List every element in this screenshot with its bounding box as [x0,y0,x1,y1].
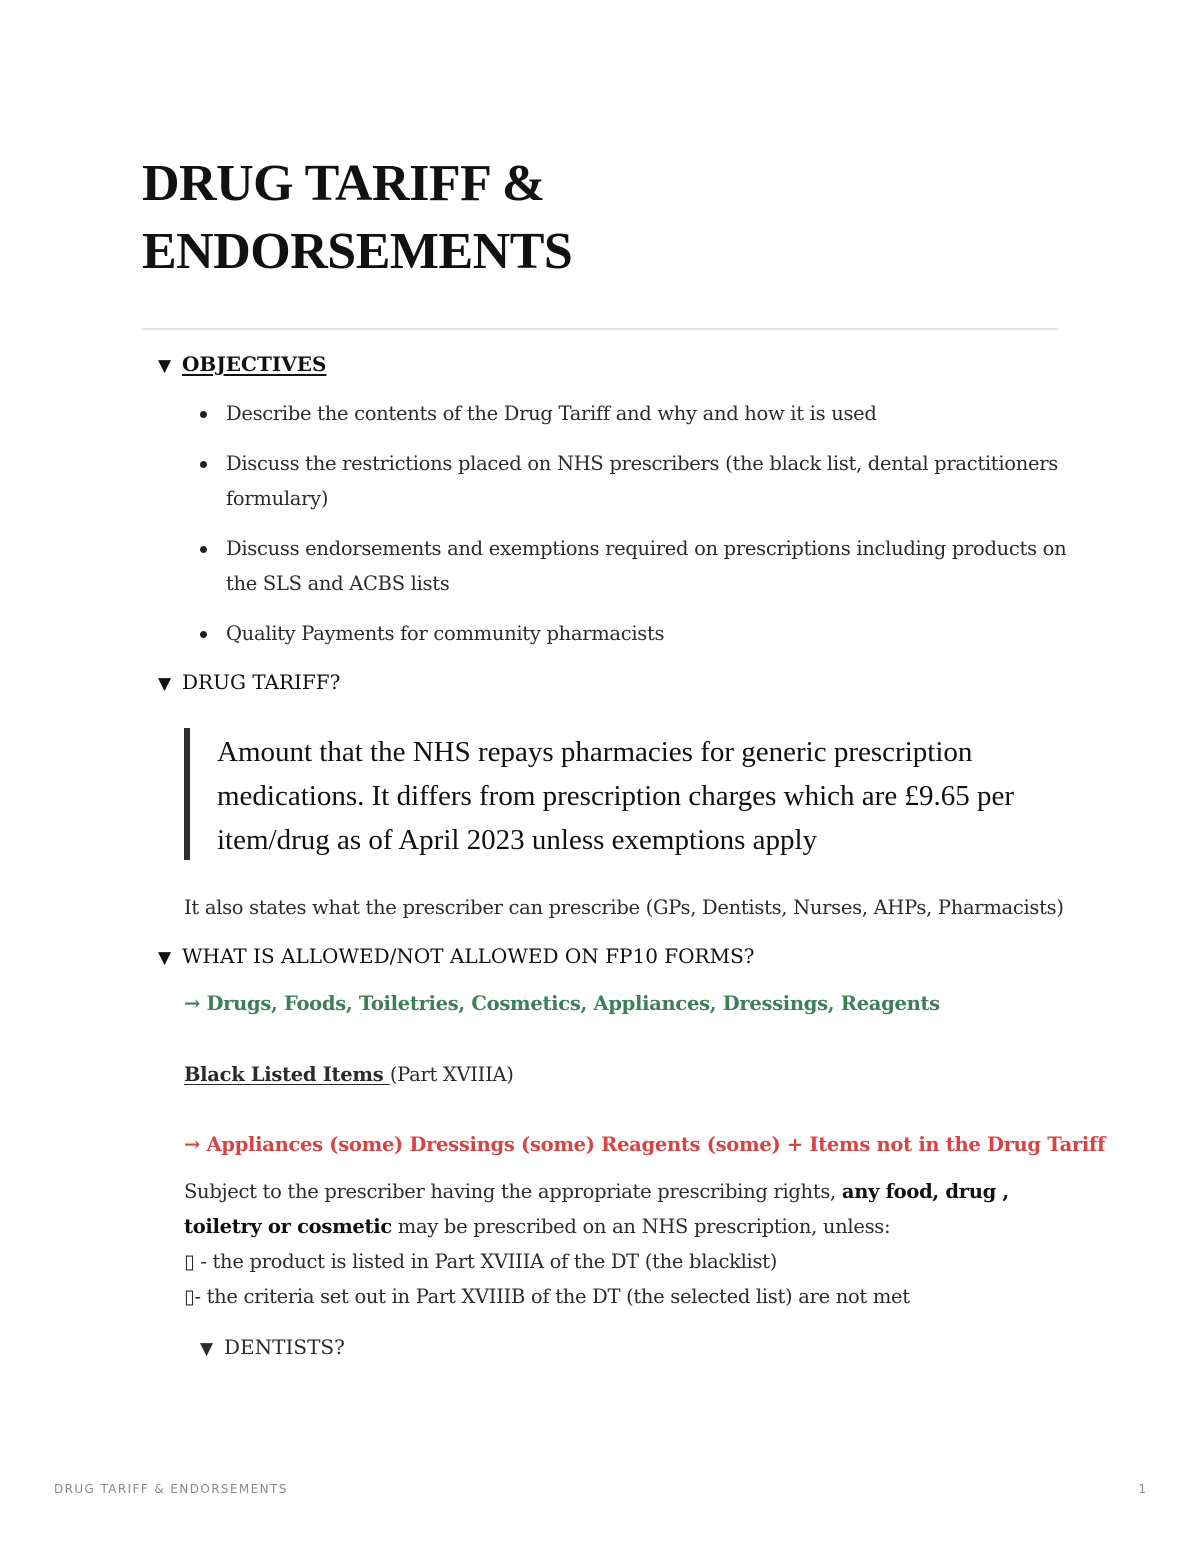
condition-1: - the product is listed in Part XVIIIA of the DT (the blacklist) [194,1250,778,1273]
drug-tariff-note: It also states what the prescriber can prescribe (GPs, Dentists, Nurses, AHPs, Pharmacists) [184,896,1064,919]
list-item [200,616,1070,651]
toggle-objectives[interactable] [158,351,326,379]
blacklist-label: Black Listed Items [184,1063,390,1086]
title-divider [142,328,1058,330]
list-item-text: Describe the contents of the Drug Tariff and why and how it is used [226,402,877,425]
toggle-triangle-icon[interactable]: ▼ [200,1339,214,1359]
title-line-2: ENDORSEMENTS [142,223,573,280]
bullet-dot-icon [200,631,207,638]
page-number: 1 [1138,1482,1146,1496]
list-item-text: Quality Payments for community pharmacists [226,622,665,645]
toggle-triangle-icon[interactable]: ▼ [158,948,172,968]
blacklist-heading [184,1057,514,1092]
toggle-triangle-icon[interactable]: ▼ [158,674,172,694]
bullet-dot-icon [200,411,207,418]
blacklist-items: → Appliances (some) Dressings (some) Reagents (some) + Items not in the Drug Tariff [184,1133,1106,1156]
missing-glyph-icon: ▯ [184,1285,195,1308]
bullet-dot-icon [200,546,207,553]
list-item [200,396,1070,431]
toggle-fp10-label: WHAT IS ALLOWED/NOT ALLOWED ON FP10 FORMS? [182,944,755,968]
toggle-dentists-label: DENTISTS? [224,1335,345,1359]
blacklist-ref: (Part XVIIIA) [389,1063,514,1086]
page-title [142,150,1042,286]
toggle-triangle-icon[interactable]: ▼ [158,356,172,376]
toggle-fp10[interactable] [158,943,755,971]
bullet-dot-icon [200,461,207,468]
fp10-allowed-items: → Drugs, Foods, Toiletries, Cosmetics, Appliances, Dressings, Reagents [184,992,940,1015]
subject-bold: any food, drug , toiletry or cosmetic [184,1180,1009,1238]
toggle-objectives-label: OBJECTIVES [182,352,327,376]
drug-tariff-quote: Amount that the NHS repays pharmacies for generic prescription medications. It differs from prescription charges which are £9.65 per item/drug as of April 2023 unless exemptions apply [217,736,1014,856]
title-line-1: DRUG TARIFF & [142,155,545,212]
subject-pre: Subject to the prescriber having the appropriate prescribing rights, [184,1180,842,1203]
toggle-dentists[interactable] [200,1334,345,1362]
objectives-list [200,396,1070,666]
toggle-drug-tariff-label: DRUG TARIFF? [182,670,341,694]
subject-paragraph [184,1174,1064,1314]
toggle-drug-tariff[interactable] [158,669,340,697]
subject-post: may be prescribed on an NHS prescription, unless: [391,1215,891,1238]
condition-2: - the criteria set out in Part XVIIIB of the DT (the selected list) are not met [194,1285,910,1308]
list-item-text: Discuss endorsements and exemptions required on prescriptions including products on the SLS and ACBS lists [226,537,1067,595]
footer-title: DRUG TARIFF & ENDORSEMENTS [54,1482,288,1496]
missing-glyph-icon: ▯ [184,1250,195,1273]
list-item-text: Discuss the restrictions placed on NHS prescribers (the black list, dental practitioners formulary) [226,452,1058,510]
list-item [200,531,1070,601]
list-item [200,446,1070,516]
